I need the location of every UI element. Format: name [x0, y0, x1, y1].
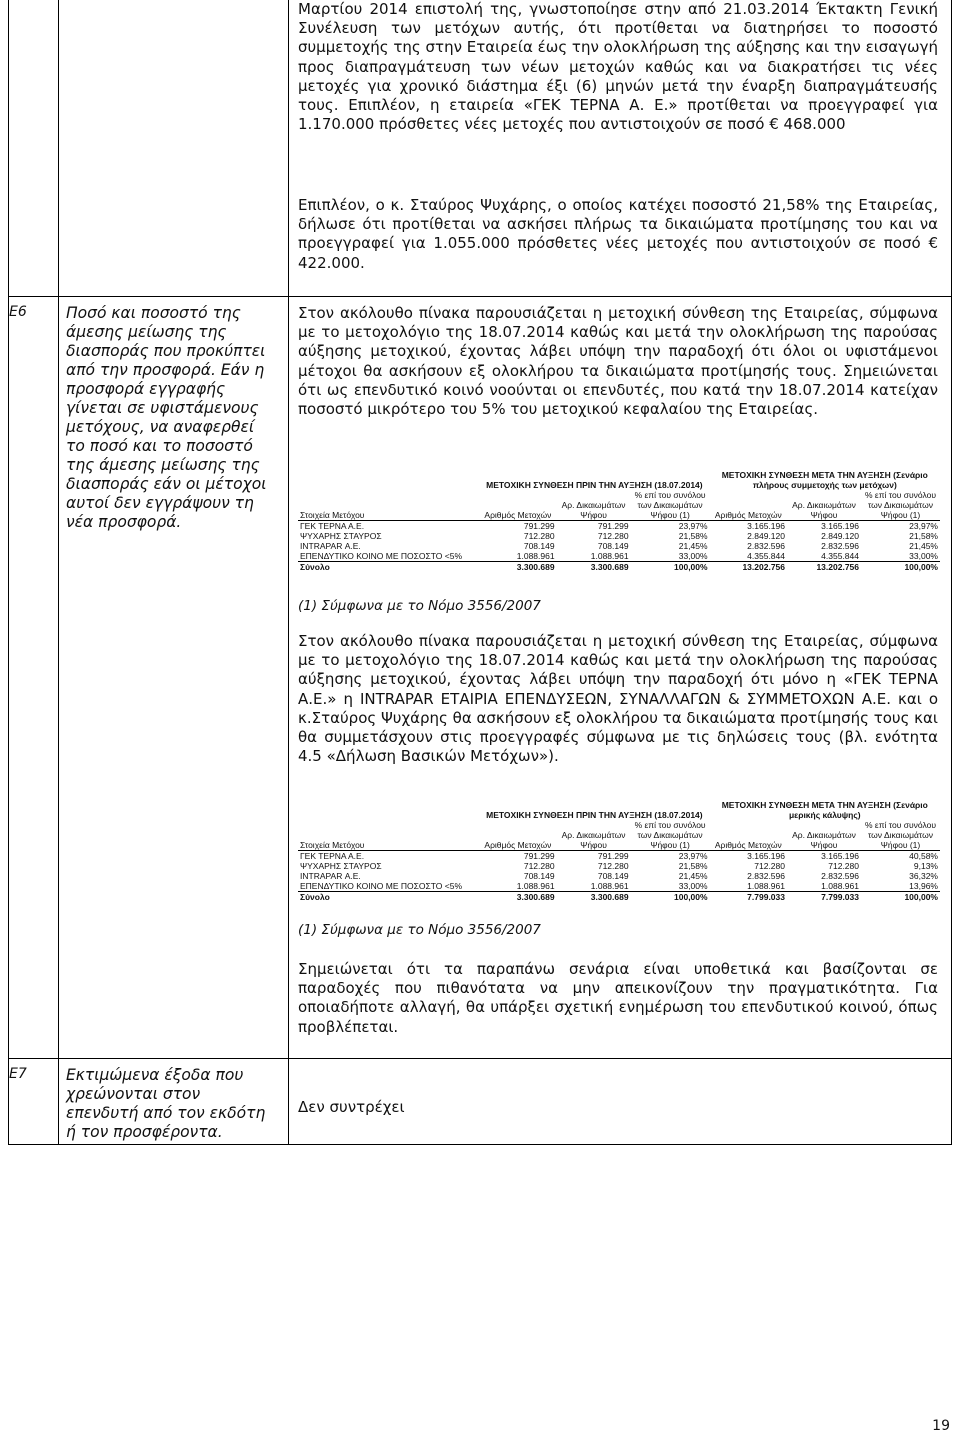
table1-cell: ΕΠΕΝΔΥΤΙΚΟ ΚΟΙΝΟ ΜΕ ΠΟΣΟΣΤΟ <5%	[300, 551, 463, 561]
e6-id: Ε6	[9, 304, 27, 320]
table2-header-votes-after: Αρ. Δικαιωμάτων Ψήφου	[787, 820, 861, 851]
table1-header-holder: Στοιχεία Μετόχου	[298, 490, 479, 521]
second-paragraph: Επιπλέον, ο κ. Σταύρος Ψυχάρης, ο οποίος κατέχει ποσοστό 21,58% της Εταιρείας, δήλωσε ότι προτίθεται να ασκήσει πλήρως τα δικαιώματα προτίμησης του και να προεγγραφεί για 1.055.000 πρόσθετες νέες μετοχές που αντιστοιχούν σε ποσό € 422.000.	[298, 196, 938, 272]
table1-cell: 21,58%	[678, 531, 708, 541]
table2-cell: 23,97%	[678, 851, 708, 861]
row-divider-e6	[8, 296, 952, 297]
e6-paragraph-3-block	[298, 960, 938, 1037]
frame-id-column-border	[58, 0, 59, 1145]
table1-footnote: (1) Σύμφωνα με το Νόμο 3556/2007	[298, 598, 541, 614]
table2-cell: 1.088.961	[516, 881, 555, 891]
table2-header-shares-after: Αριθμός Μετοχών	[710, 820, 787, 851]
table1-cell: ΨΥΧΑΡΗΣ ΣΤΑΥΡΟΣ	[300, 531, 382, 541]
continuation-paragraph	[298, 0, 938, 134]
shareholder-table-partial	[298, 800, 940, 902]
shareholder-table-full	[298, 470, 940, 572]
table2-cell: ΕΠΕΝΔΥΤΙΚΟ ΚΟΙΝΟ ΜΕ ΠΟΣΟΣΤΟ <5%	[300, 881, 463, 891]
table1-total-row	[298, 562, 940, 573]
table1-cell: 1.088.961	[590, 551, 629, 561]
table2-group-before: ΜΕΤΟΧΙΚΗ ΣΥΝΘΕΣΗ ΠΡΙΝ ΤΗΝ ΑΥΞΗΣΗ (18.07.2014)	[486, 810, 703, 820]
table1-cell: 708.149	[523, 541, 555, 551]
table2-cell: 708.149	[523, 871, 555, 881]
table2-cell: 3.165.196	[821, 851, 859, 861]
frame-right-border	[951, 0, 952, 1145]
table1-cell: 13.202.756	[787, 562, 861, 573]
table1-cell: 3.300.689	[557, 562, 631, 573]
table2-cell: 7.799.033	[787, 892, 861, 903]
table1-cell: 712.280	[523, 531, 555, 541]
table2-cell: INTRAPAR Α.Ε.	[300, 871, 361, 881]
table2-cell: 791.299	[523, 851, 555, 861]
table1-cell: 3.300.689	[479, 562, 556, 573]
table1-cell: 2.832.596	[747, 541, 785, 551]
table2-cell: 1.088.961	[590, 881, 629, 891]
table1-cell: 33,00%	[678, 551, 708, 561]
table2-group-after: ΜΕΤΟΧΙΚΗ ΣΥΝΘΕΣΗ ΜΕΤΑ ΤΗΝ ΑΥΞΗΣΗ (Σενάριο μερικής κάλυψης)	[721, 800, 928, 820]
table1-cell: 4.355.844	[821, 551, 859, 561]
table1-cell: 3.165.196	[747, 521, 785, 531]
frame-bottom-border	[8, 1144, 952, 1145]
table2-cell: 708.149	[597, 871, 629, 881]
table2-header-pct-after: % επί του συνόλου των Δικαιωμάτων Ψήφου (1)	[861, 820, 940, 851]
table1-cell: 791.299	[597, 521, 629, 531]
table2-cell: 40,58%	[909, 851, 938, 861]
table2-cell: 1.088.961	[747, 881, 785, 891]
e6-paragraph-2-block	[298, 632, 938, 766]
table1-cell: 1.088.961	[516, 551, 555, 561]
table2-row	[298, 871, 940, 881]
table1-header-shares: Αριθμός Μετοχών	[479, 490, 556, 521]
table1-header-pct-after: % επί του συνόλου των Δικαιωμάτων Ψήφου (1)	[861, 490, 940, 521]
table2-cell: 100,00%	[631, 892, 710, 903]
table2-cell: 3.165.196	[747, 851, 785, 861]
e7-answer: Δεν συντρέχει	[298, 1098, 405, 1116]
table1-header-shares-after: Αριθμός Μετοχών	[710, 490, 787, 521]
page-number: 19	[932, 1418, 950, 1434]
table1-cell: 3.165.196	[821, 521, 859, 531]
e6-paragraph-1: Στον ακόλουθο πίνακα παρουσιάζεται η μετοχική σύνθεση της Εταιρείας, σύμφωνα με το μετοχολόγιο της 18.07.2014 καθώς και μετά την ολοκλήρωση της παρούσας αύξησης μετοχικού, έχοντας λάβει υπόψη την παραδοχή ότι όλοι οι υφιστάμενοι μέτοχοι θα ασκήσουν εξ ολοκλήρου τα δικαιώματα προτίμησής τους. Σημειώνεται ότι ως επενδυτικό κοινό νοούνται οι επενδυτές, που κατά την 18.07.2014 κατείχαν ποσοστό μικρότερο του 5% του μετοχικού κεφαλαίου της Εταιρείας.	[298, 304, 938, 419]
table1-row	[298, 531, 940, 541]
table2-cell: 791.299	[597, 851, 629, 861]
table2-header-shares: Αριθμός Μετοχών	[479, 820, 556, 851]
e6-paragraph-3: Σημειώνεται ότι τα παραπάνω σενάρια είναι υποθετικά και βασίζονται σε παραδοχές που πιθανότατα να μην απεικονίζουν την πραγματικότητα. Για οποιαδήποτε αλλαγή, θα υπάρξει σχετική ενημέρωση του επενδυτικού κοινού, όπως προβλέπεται.	[298, 960, 938, 1036]
table1-header-pct: % επί του συνόλου των Δικαιωμάτων Ψήφου (1)	[631, 490, 710, 521]
table1-cell: 100,00%	[631, 562, 710, 573]
table1-row	[298, 521, 940, 532]
table2-cell: 3.300.689	[479, 892, 556, 903]
table1-cell: 100,00%	[861, 562, 940, 573]
second-paragraph-block	[298, 196, 938, 273]
e7-id: Ε7	[9, 1066, 27, 1082]
table2-cell: 21,45%	[678, 871, 708, 881]
table2-total-row	[298, 892, 940, 903]
table1-cell: 23,97%	[678, 521, 708, 531]
table2-header-holder: Στοιχεία Μετόχου	[298, 820, 479, 851]
table2-header-pct: % επί του συνόλου των Δικαιωμάτων Ψήφου (1)	[631, 820, 710, 851]
table2-cell: 712.280	[597, 861, 629, 871]
table2-row	[298, 861, 940, 871]
top-paragraph: Μαρτίου 2014 επιστολή της, γνωστοποίησε στην από 21.03.2014 Έκτακτη Γενική Συνέλευση των μετόχων αυτής, ότι προτίθεται να διατηρήσει το ποσοστό συμμετοχής της στην Εταιρεία έως την ολοκλήρωση της αύξησης και την εισαγωγή προς διαπραγμάτευση των νέων μετοχών καθώς και να διακρατήσει τις νέες μετοχές για χρονικό διάστημα έξι (6) μηνών μετά την έναρξη διαπραγμάτευσής τους. Επιπλέον, η εταιρεία «ΓΕΚ ΤΕΡΝΑ Α. Ε.» προτίθεται να προεγγραφεί για 1.170.000 πρόσθετες νέες μετοχές που αντιστοιχούν σε ποσό € 468.000	[298, 0, 938, 134]
table1-cell: 791.299	[523, 521, 555, 531]
table2-cell: 100,00%	[861, 892, 940, 903]
table1-cell: 21,45%	[678, 541, 708, 551]
table2-footnote: (1) Σύμφωνα με το Νόμο 3556/2007	[298, 922, 541, 938]
table2-cell: 2.832.596	[821, 871, 859, 881]
table2-cell: 36,32%	[909, 871, 938, 881]
table1-cell: ΓΕΚ ΤΕΡΝΑ Α.Ε.	[300, 521, 365, 531]
table1-cell: 23,97%	[909, 521, 938, 531]
table2-cell: 712.280	[754, 861, 785, 871]
table1-cell: Σύνολο	[298, 562, 479, 573]
table1-cell: 712.280	[597, 531, 629, 541]
e6-description: Ποσό και ποσοστό της άμεσης μείωσης της διασποράς που προκύπτει από την προσφορά. Εάν η προσφορά εγγραφής γίνεται σε υφιστάμενους μετόχους, να αναφερθεί το ποσό και το ποσοστό της άμεσης μείωσης της διασποράς εάν οι μέτοχοι αυτοί δεν εγγράψουν τη νέα προσφορά.	[66, 304, 267, 531]
table2-cell: ΓΕΚ ΤΕΡΝΑ Α.Ε.	[300, 851, 365, 861]
table2-cell: 712.280	[828, 861, 859, 871]
table2-cell: 33,00%	[678, 881, 708, 891]
table2-cell: 1.088.961	[821, 881, 859, 891]
table1-cell: 2.832.596	[821, 541, 859, 551]
table1-group-before: ΜΕΤΟΧΙΚΗ ΣΥΝΘΕΣΗ ΠΡΙΝ ΤΗΝ ΑΥΞΗΣΗ (18.07.2014)	[486, 480, 703, 490]
e7-description: Εκτιμώμενα έξοδα που χρεώνονται στον επενδυτή από τον εκδότη ή τον προσφέροντα.	[66, 1066, 266, 1141]
table1-cell: 33,00%	[909, 551, 938, 561]
table1-cell: 4.355.844	[747, 551, 785, 561]
e6-paragraph-2: Στον ακόλουθο πίνακα παρουσιάζεται η μετοχική σύνθεση της Εταιρείας, σύμφωνα με το μετοχολόγιο της 18.07.2014 καθώς και μετά την ολοκλήρωση της παρούσας αύξησης μετοχικού, έχοντας λάβει υπόψη την παραδοχή ότι μόνο η «ΓΕΚ ΤΕΡΝΑ Α.Ε.» η INTRAPAR ΕΤΑΙΡΙΑ ΕΠΕΝΔΥΣΕΩΝ, ΣΥΝΑΛΛΑΓΩΝ & ΣΥΜΜΕΤΟΧΩΝ Α.Ε. και ο κ.Σταύρος Ψυχάρης θα ασκήσουν εξ ολοκλήρου τα δικαιώματα προτίμησής τους και θα συμμετάσχουν στις προεγγραφές σύμφωνα με τις δηλώσεις τους (βλ. ενότητα 4.5 «Δήλωση Βασικών Μετόχων»).	[298, 632, 938, 766]
table1-row	[298, 551, 940, 562]
table1-header-votes: Αρ. Δικαιωμάτων Ψήφου	[557, 490, 631, 521]
table1-row	[298, 541, 940, 551]
table2-cell: 7.799.033	[710, 892, 787, 903]
e6-paragraph-1-block	[298, 304, 938, 419]
table1-cell: 13.202.756	[710, 562, 787, 573]
table2-cell: 2.832.596	[747, 871, 785, 881]
table1-cell: 2.849.120	[747, 531, 785, 541]
table2-cell: Σύνολο	[298, 892, 479, 903]
table1-header-votes-after: Αρ. Δικαιωμάτων Ψήφου	[787, 490, 861, 521]
frame-left-border	[8, 0, 9, 1145]
table1-cell: INTRAPAR Α.Ε.	[300, 541, 361, 551]
table1-cell: 2.849.120	[821, 531, 859, 541]
table2-cell: 21,58%	[678, 861, 708, 871]
table1-cell: 21,45%	[909, 541, 938, 551]
table2-cell: 3.300.689	[557, 892, 631, 903]
table2-header-votes: Αρ. Δικαιωμάτων Ψήφου	[557, 820, 631, 851]
table1-group-after: ΜΕΤΟΧΙΚΗ ΣΥΝΘΕΣΗ ΜΕΤΑ ΤΗΝ ΑΥΞΗΣΗ (Σενάριο πλήρους συμμετοχής των μετόχων)	[721, 470, 928, 490]
table2-cell: 9,13%	[913, 861, 938, 871]
table1-cell: 21,58%	[909, 531, 938, 541]
table2-row	[298, 881, 940, 892]
frame-desc-column-border	[288, 0, 289, 1145]
table2-cell: ΨΥΧΑΡΗΣ ΣΤΑΥΡΟΣ	[300, 861, 382, 871]
table2-row	[298, 851, 940, 862]
table2-cell: 712.280	[523, 861, 555, 871]
table2-cell: 13,96%	[909, 881, 938, 891]
row-divider-e7	[8, 1058, 952, 1059]
table1-cell: 708.149	[597, 541, 629, 551]
